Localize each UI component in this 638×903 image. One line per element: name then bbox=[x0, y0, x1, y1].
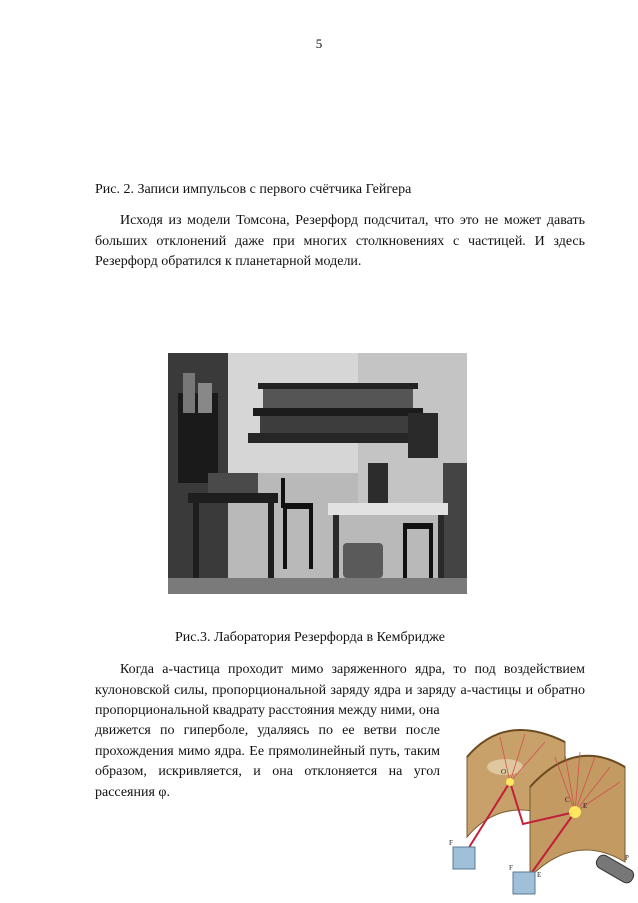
page-number: 5 bbox=[315, 36, 323, 51]
label-detector: P bbox=[625, 854, 629, 862]
paragraph-alpha-particle-lead: Когда а-частица проходит мимо заряженного ядра, то под воздействием кулоновской силы, пропорциональной заряду ядра и заряду а-частицы и обратно пропорциональной квадрату расстояния между ними, она bbox=[95, 662, 585, 718]
label-center-o: O bbox=[501, 768, 507, 776]
scattering-apparatus-diagram bbox=[445, 712, 638, 903]
label-center-c: C bbox=[565, 796, 570, 804]
label-left-box: F bbox=[449, 839, 453, 847]
label-lower-right: E bbox=[537, 871, 542, 879]
figure-2-caption: Рис. 2. Записи импульсов с первого счётчика Гейгера bbox=[95, 182, 412, 197]
rutherford-laboratory-photo bbox=[168, 353, 467, 594]
label-lower-left: F bbox=[509, 864, 513, 872]
figure-3-caption: Рис.3. Лаборатория Резерфорда в Кембридже bbox=[175, 630, 445, 645]
paragraph-thomson-model: Исходя из модели Томсона, Резерфорд подсчитал, что это не может давать больших отклонений даже при многих столкновениях с частицей. И здесь Резерфорд обратился к планетарной модели. bbox=[95, 213, 585, 269]
paragraph-alpha-particle-continuation: движется по гиперболе, удаляясь по ее ветви после прохождения мимо ядра. Ее прямолинейный путь, таким образом, искривляется, и она отклоняется на угол рассеяния φ. bbox=[95, 723, 440, 800]
label-right-box: E bbox=[583, 802, 588, 810]
